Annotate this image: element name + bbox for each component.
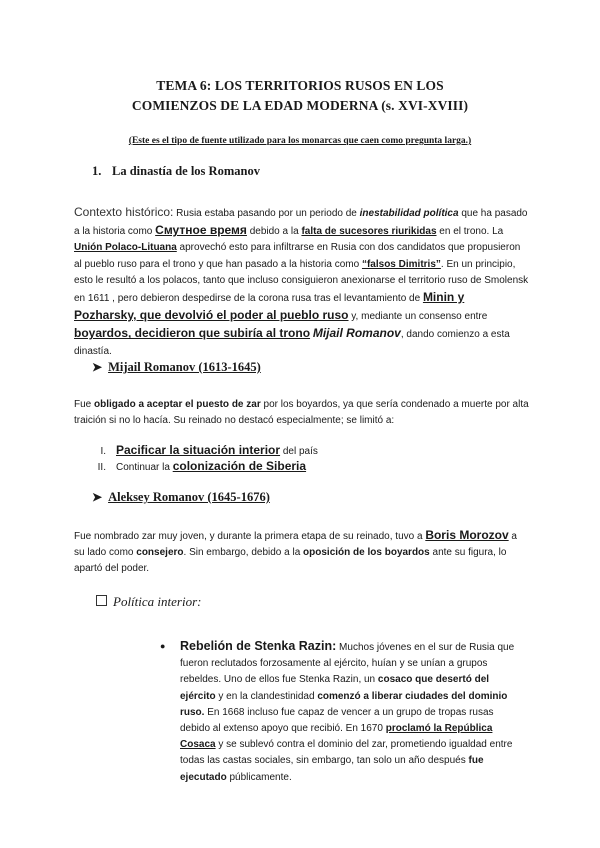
checkbox-icon (96, 595, 107, 606)
document-title (60, 76, 540, 116)
section-number: 1. (92, 164, 102, 178)
arrow-icon: ➤ (92, 490, 103, 504)
bullet-icon: ● (160, 641, 166, 651)
arrow-icon: ➤ (92, 360, 103, 374)
title-line-2: COMIENZOS DE LA EDAD MODERNA (s. XVI-XVIII) (131, 98, 469, 113)
title-line-1: TEMA 6: LOS TERRITORIOS RUSOS EN LOS (156, 78, 444, 93)
mijail-paragraph: Fue obligado a aceptar el puesto de zar por los boyardos, ya que sería condenado a muerte por alta traición si no lo hacía. Su reinado no destacó especialmente; se limitó a: (74, 399, 529, 427)
aleksey-heading: ➤ Aleksey Romanov (1645-1676) (92, 490, 270, 504)
font-note: (Este es el tipo de fuente utilizado para los monarcas que caen como pregunta larga.) (128, 136, 472, 146)
stenka-paragraph: Rebelión de Stenka Razin: Muchos jóvenes en el sur de Rusia que fueron reclutados forzosamente al ejército, huían y se unían a grupos rebeldes. Uno de ellos fue Stenka Razin, un cosaco que desertó del ejército y en la clandestinidad comenzó a liberar ciudades del dominio ruso. En 1668 incluso fue capaz de vencer a un grupo de tropas rusas debido al extenso apoyo que recibió. En 1670 proclamó la República Cosaca y se sublevó contra el dominio del zar, prometiendo igualdad entre todas las castas sociales, sin embargo, tan solo un año después fue ejecutado públicamente. (180, 639, 515, 783)
section-1-heading (92, 164, 260, 179)
list-item: I. Pacificar la situación interior del país (100, 443, 318, 457)
aleksey-paragraph: Fue nombrado zar muy joven, y durante la primera etapa de su reinado, tuvo a Boris Morozov a su lado como consejero. Sin embargo, debido a la oposición de los boyardos ante su figura, lo apartó del poder. (74, 528, 517, 575)
context-paragraph: Contexto histórico: Rusia estaba pasando por un periodo de inestabilidad política que ha pasado a la historia como Смутное время debido a la falta de sucesores riurikidas en el trono. La Unión Polaco-Lituana aprovechó esto para infiltrarse en Rusia con dos candidatos que propusieron al pueblo ruso para el trono y que han pasado a la historia como “falsos Dimitris”. En un principio, esto le resultó a los polacos, tanto que incluso consiguieron anexionarse el territorio ruso de Smolensk en 1611 , pero debieron despedirse de la corona rusa tras el levantamiento de Minin y Pozharsky, que devolvió el poder al pueblo ruso y, mediante un consenso entre boyardos, decidieron que subiría al trono Mijail Romanov, dando comienzo a esta dinastía. (74, 205, 529, 357)
list-item: II. Continuar la colonización de Siberia (97, 459, 307, 473)
section-title: La dinastía de los Romanov (112, 164, 260, 178)
context-label: Contexto histórico: (74, 205, 174, 219)
mijail-heading: ➤ Mijail Romanov (1613-1645) (92, 360, 261, 374)
politica-interior-heading: Política interior: (96, 594, 201, 610)
